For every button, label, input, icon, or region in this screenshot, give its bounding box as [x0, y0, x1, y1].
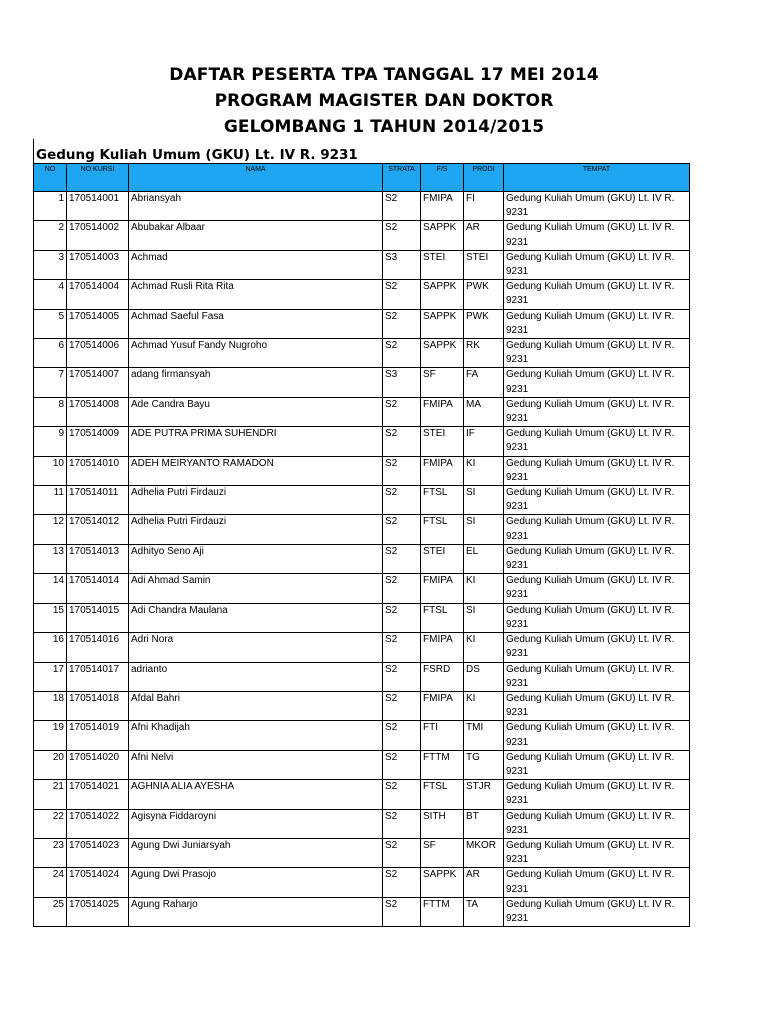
cell-no-kursi: 170514024	[67, 868, 129, 897]
cell-no: 25	[34, 897, 67, 926]
cell-strata: S2	[383, 662, 421, 691]
title-line-2: PROGRAM MAGISTER DAN DOKTOR	[214, 91, 554, 111]
cell-fs: STEI	[421, 250, 464, 279]
cell-nama: Afni Khadijah	[129, 721, 383, 750]
header-no-kursi: NO KURSI	[67, 164, 129, 192]
cell-nama: Adi Ahmad Samin	[129, 574, 383, 603]
cell-strata: S2	[383, 691, 421, 720]
cell-prodi: BT	[464, 809, 504, 838]
cell-no: 19	[34, 721, 67, 750]
cell-prodi: PWK	[464, 280, 504, 309]
cell-prodi: PWK	[464, 309, 504, 338]
cell-strata: S2	[383, 897, 421, 926]
cell-strata: S2	[383, 809, 421, 838]
cell-no-kursi: 170514014	[67, 574, 129, 603]
cell-prodi: FA	[464, 368, 504, 397]
cell-no-kursi: 170514022	[67, 809, 129, 838]
cell-fs: SAPPK	[421, 868, 464, 897]
header-fs: F/S	[421, 164, 464, 192]
cell-strata: S3	[383, 368, 421, 397]
cell-nama: Afni Nelvi	[129, 750, 383, 779]
table-row	[34, 633, 690, 662]
cell-prodi: MKOR	[464, 838, 504, 867]
cell-strata: S2	[383, 192, 421, 221]
cell-prodi: SI	[464, 486, 504, 515]
cell-tempat: Gedung Kuliah Umum (GKU) Lt. IV R. 9231	[504, 368, 690, 397]
cell-fs: FTTM	[421, 750, 464, 779]
header-no: NO	[34, 164, 67, 192]
cell-no-kursi: 170514009	[67, 427, 129, 456]
cell-fs: FSRD	[421, 662, 464, 691]
table-row	[34, 397, 690, 426]
cell-prodi: KI	[464, 633, 504, 662]
cell-prodi: RK	[464, 339, 504, 368]
cell-no-kursi: 170514015	[67, 603, 129, 632]
cell-fs: FTSL	[421, 515, 464, 544]
table-row	[34, 544, 690, 573]
cell-strata: S2	[383, 780, 421, 809]
cell-nama: Adri Nora	[129, 633, 383, 662]
cell-no: 9	[34, 427, 67, 456]
cell-strata: S2	[383, 750, 421, 779]
cell-no-kursi: 170514007	[67, 368, 129, 397]
cell-no: 1	[34, 192, 67, 221]
cell-nama: Agisyna Fiddaroyni	[129, 809, 383, 838]
table-row	[34, 486, 690, 515]
cell-fs: SAPPK	[421, 221, 464, 250]
cell-nama: Achmad Yusuf Fandy Nugroho	[129, 339, 383, 368]
cell-tempat: Gedung Kuliah Umum (GKU) Lt. IV R. 9231	[504, 192, 690, 221]
cell-strata: S2	[383, 221, 421, 250]
cell-nama: Achmad	[129, 250, 383, 279]
cell-fs: FTSL	[421, 603, 464, 632]
cell-no: 10	[34, 456, 67, 485]
cell-tempat: Gedung Kuliah Umum (GKU) Lt. IV R. 9231	[504, 809, 690, 838]
cell-nama: Afdal Bahri	[129, 691, 383, 720]
cell-prodi: TG	[464, 750, 504, 779]
cell-nama: Adi Chandra Maulana	[129, 603, 383, 632]
cell-tempat: Gedung Kuliah Umum (GKU) Lt. IV R. 9231	[504, 868, 690, 897]
cell-no: 13	[34, 544, 67, 573]
cell-no-kursi: 170514003	[67, 250, 129, 279]
cell-nama: Agung Raharjo	[129, 897, 383, 926]
table-row	[34, 897, 690, 926]
cell-fs: FTTM	[421, 897, 464, 926]
cell-tempat: Gedung Kuliah Umum (GKU) Lt. IV R. 9231	[504, 280, 690, 309]
cell-tempat: Gedung Kuliah Umum (GKU) Lt. IV R. 9231	[504, 603, 690, 632]
cell-fs: FMIPA	[421, 691, 464, 720]
cell-no-kursi: 170514011	[67, 486, 129, 515]
table-header-row	[34, 164, 690, 192]
cell-fs: FTSL	[421, 780, 464, 809]
table-row	[34, 721, 690, 750]
cell-prodi: AR	[464, 868, 504, 897]
header-strata: STRATA	[383, 164, 421, 192]
cell-prodi: KI	[464, 691, 504, 720]
title-line-3: GELOMBANG 1 TAHUN 2014/2015	[223, 117, 545, 137]
cell-no-kursi: 170514002	[67, 221, 129, 250]
cell-strata: S2	[383, 721, 421, 750]
cell-fs: FTSL	[421, 486, 464, 515]
table-row	[34, 250, 690, 279]
cell-no: 12	[34, 515, 67, 544]
cell-strata: S2	[383, 309, 421, 338]
cell-tempat: Gedung Kuliah Umum (GKU) Lt. IV R. 9231	[504, 397, 690, 426]
cell-nama: AGHNIA ALIA AYESHA	[129, 780, 383, 809]
table-row	[34, 574, 690, 603]
cell-nama: Agung Dwi Juniarsyah	[129, 838, 383, 867]
cell-no-kursi: 170514019	[67, 721, 129, 750]
cell-nama: ADEH MEIRYANTO RAMADON	[129, 456, 383, 485]
cell-fs: FMIPA	[421, 192, 464, 221]
cell-no: 16	[34, 633, 67, 662]
table-row	[34, 456, 690, 485]
cell-no: 18	[34, 691, 67, 720]
cell-no-kursi: 170514020	[67, 750, 129, 779]
cell-no: 7	[34, 368, 67, 397]
section-divider	[33, 139, 34, 163]
table-row	[34, 221, 690, 250]
table-row	[34, 280, 690, 309]
cell-fs: STEI	[421, 544, 464, 573]
cell-no: 23	[34, 838, 67, 867]
title-line-1: DAFTAR PESERTA TPA TANGGAL 17 MEI 2014	[169, 65, 599, 85]
cell-tempat: Gedung Kuliah Umum (GKU) Lt. IV R. 9231	[504, 633, 690, 662]
cell-no-kursi: 170514008	[67, 397, 129, 426]
cell-prodi: DS	[464, 662, 504, 691]
cell-strata: S2	[383, 544, 421, 573]
cell-prodi: IF	[464, 427, 504, 456]
cell-no: 24	[34, 868, 67, 897]
cell-prodi: TA	[464, 897, 504, 926]
cell-strata: S2	[383, 427, 421, 456]
cell-strata: S2	[383, 603, 421, 632]
cell-tempat: Gedung Kuliah Umum (GKU) Lt. IV R. 9231	[504, 544, 690, 573]
cell-no: 3	[34, 250, 67, 279]
cell-nama: Achmad Saeful Fasa	[129, 309, 383, 338]
header-nama: NAMA	[129, 164, 383, 192]
cell-fs: FMIPA	[421, 456, 464, 485]
cell-nama: adrianto	[129, 662, 383, 691]
cell-no-kursi: 170514021	[67, 780, 129, 809]
cell-fs: FMIPA	[421, 574, 464, 603]
cell-tempat: Gedung Kuliah Umum (GKU) Lt. IV R. 9231	[504, 574, 690, 603]
cell-prodi: SI	[464, 515, 504, 544]
cell-nama: adang firmansyah	[129, 368, 383, 397]
table-row	[34, 192, 690, 221]
cell-no-kursi: 170514018	[67, 691, 129, 720]
cell-tempat: Gedung Kuliah Umum (GKU) Lt. IV R. 9231	[504, 515, 690, 544]
cell-no: 15	[34, 603, 67, 632]
cell-nama: Abubakar Albaar	[129, 221, 383, 250]
cell-nama: Achmad Rusli Rita Rita	[129, 280, 383, 309]
cell-strata: S2	[383, 280, 421, 309]
cell-no: 22	[34, 809, 67, 838]
cell-no: 6	[34, 339, 67, 368]
cell-tempat: Gedung Kuliah Umum (GKU) Lt. IV R. 9231	[504, 250, 690, 279]
cell-prodi: SI	[464, 603, 504, 632]
cell-no: 2	[34, 221, 67, 250]
cell-no: 14	[34, 574, 67, 603]
cell-nama: ADE PUTRA PRIMA SUHENDRI	[129, 427, 383, 456]
table-body	[34, 192, 690, 927]
cell-tempat: Gedung Kuliah Umum (GKU) Lt. IV R. 9231	[504, 897, 690, 926]
cell-strata: S2	[383, 574, 421, 603]
cell-strata: S2	[383, 515, 421, 544]
table-row	[34, 691, 690, 720]
cell-prodi: MA	[464, 397, 504, 426]
cell-nama: Ade Candra Bayu	[129, 397, 383, 426]
cell-prodi: KI	[464, 574, 504, 603]
table-row	[34, 809, 690, 838]
cell-no: 17	[34, 662, 67, 691]
table-row	[34, 603, 690, 632]
cell-no-kursi: 170514001	[67, 192, 129, 221]
cell-nama: Adhelia Putri Firdauzi	[129, 515, 383, 544]
cell-tempat: Gedung Kuliah Umum (GKU) Lt. IV R. 9231	[504, 838, 690, 867]
cell-tempat: Gedung Kuliah Umum (GKU) Lt. IV R. 9231	[504, 456, 690, 485]
document-title	[0, 62, 768, 140]
cell-no-kursi: 170514005	[67, 309, 129, 338]
cell-strata: S2	[383, 456, 421, 485]
cell-nama: Adhityo Seno Aji	[129, 544, 383, 573]
cell-no-kursi: 170514004	[67, 280, 129, 309]
cell-no-kursi: 170514012	[67, 515, 129, 544]
header-tempat: TEMPAT	[504, 164, 690, 192]
cell-no-kursi: 170514025	[67, 897, 129, 926]
cell-tempat: Gedung Kuliah Umum (GKU) Lt. IV R. 9231	[504, 662, 690, 691]
cell-fs: SITH	[421, 809, 464, 838]
cell-fs: SAPPK	[421, 309, 464, 338]
cell-no-kursi: 170514016	[67, 633, 129, 662]
table-row	[34, 780, 690, 809]
cell-no-kursi: 170514023	[67, 838, 129, 867]
cell-no: 5	[34, 309, 67, 338]
cell-tempat: Gedung Kuliah Umum (GKU) Lt. IV R. 9231	[504, 780, 690, 809]
cell-tempat: Gedung Kuliah Umum (GKU) Lt. IV R. 9231	[504, 721, 690, 750]
cell-strata: S2	[383, 486, 421, 515]
cell-tempat: Gedung Kuliah Umum (GKU) Lt. IV R. 9231	[504, 750, 690, 779]
table-row	[34, 368, 690, 397]
cell-prodi: KI	[464, 456, 504, 485]
cell-no-kursi: 170514010	[67, 456, 129, 485]
cell-no-kursi: 170514006	[67, 339, 129, 368]
cell-prodi: TMI	[464, 721, 504, 750]
cell-prodi: EL	[464, 544, 504, 573]
cell-strata: S2	[383, 397, 421, 426]
cell-fs: FMIPA	[421, 397, 464, 426]
table-row	[34, 838, 690, 867]
cell-no: 11	[34, 486, 67, 515]
cell-nama: Abriansyah	[129, 192, 383, 221]
cell-strata: S2	[383, 633, 421, 662]
table-row	[34, 515, 690, 544]
table-row	[34, 309, 690, 338]
cell-fs: SF	[421, 368, 464, 397]
cell-no: 20	[34, 750, 67, 779]
cell-no: 21	[34, 780, 67, 809]
cell-strata: S2	[383, 868, 421, 897]
cell-strata: S2	[383, 838, 421, 867]
cell-nama: Agung Dwi Prasojo	[129, 868, 383, 897]
table-row	[34, 868, 690, 897]
table-row	[34, 662, 690, 691]
cell-fs: STEI	[421, 427, 464, 456]
cell-fs: FTI	[421, 721, 464, 750]
cell-no: 4	[34, 280, 67, 309]
cell-fs: FMIPA	[421, 633, 464, 662]
cell-prodi: STJR	[464, 780, 504, 809]
cell-strata: S2	[383, 339, 421, 368]
location-heading: Gedung Kuliah Umum (GKU) Lt. IV R. 9231	[36, 147, 358, 163]
cell-no: 8	[34, 397, 67, 426]
cell-prodi: AR	[464, 221, 504, 250]
cell-tempat: Gedung Kuliah Umum (GKU) Lt. IV R. 9231	[504, 339, 690, 368]
cell-tempat: Gedung Kuliah Umum (GKU) Lt. IV R. 9231	[504, 427, 690, 456]
cell-fs: SAPPK	[421, 280, 464, 309]
table-row	[34, 339, 690, 368]
cell-tempat: Gedung Kuliah Umum (GKU) Lt. IV R. 9231	[504, 309, 690, 338]
cell-prodi: STEI	[464, 250, 504, 279]
cell-no-kursi: 170514017	[67, 662, 129, 691]
header-prodi: PRODI	[464, 164, 504, 192]
cell-no-kursi: 170514013	[67, 544, 129, 573]
participant-table	[33, 163, 690, 927]
cell-strata: S3	[383, 250, 421, 279]
cell-fs: SAPPK	[421, 339, 464, 368]
cell-nama: Adhelia Putri Firdauzi	[129, 486, 383, 515]
cell-fs: SF	[421, 838, 464, 867]
cell-tempat: Gedung Kuliah Umum (GKU) Lt. IV R. 9231	[504, 486, 690, 515]
table-row	[34, 750, 690, 779]
table-row	[34, 427, 690, 456]
cell-tempat: Gedung Kuliah Umum (GKU) Lt. IV R. 9231	[504, 221, 690, 250]
cell-prodi: FI	[464, 192, 504, 221]
cell-tempat: Gedung Kuliah Umum (GKU) Lt. IV R. 9231	[504, 691, 690, 720]
